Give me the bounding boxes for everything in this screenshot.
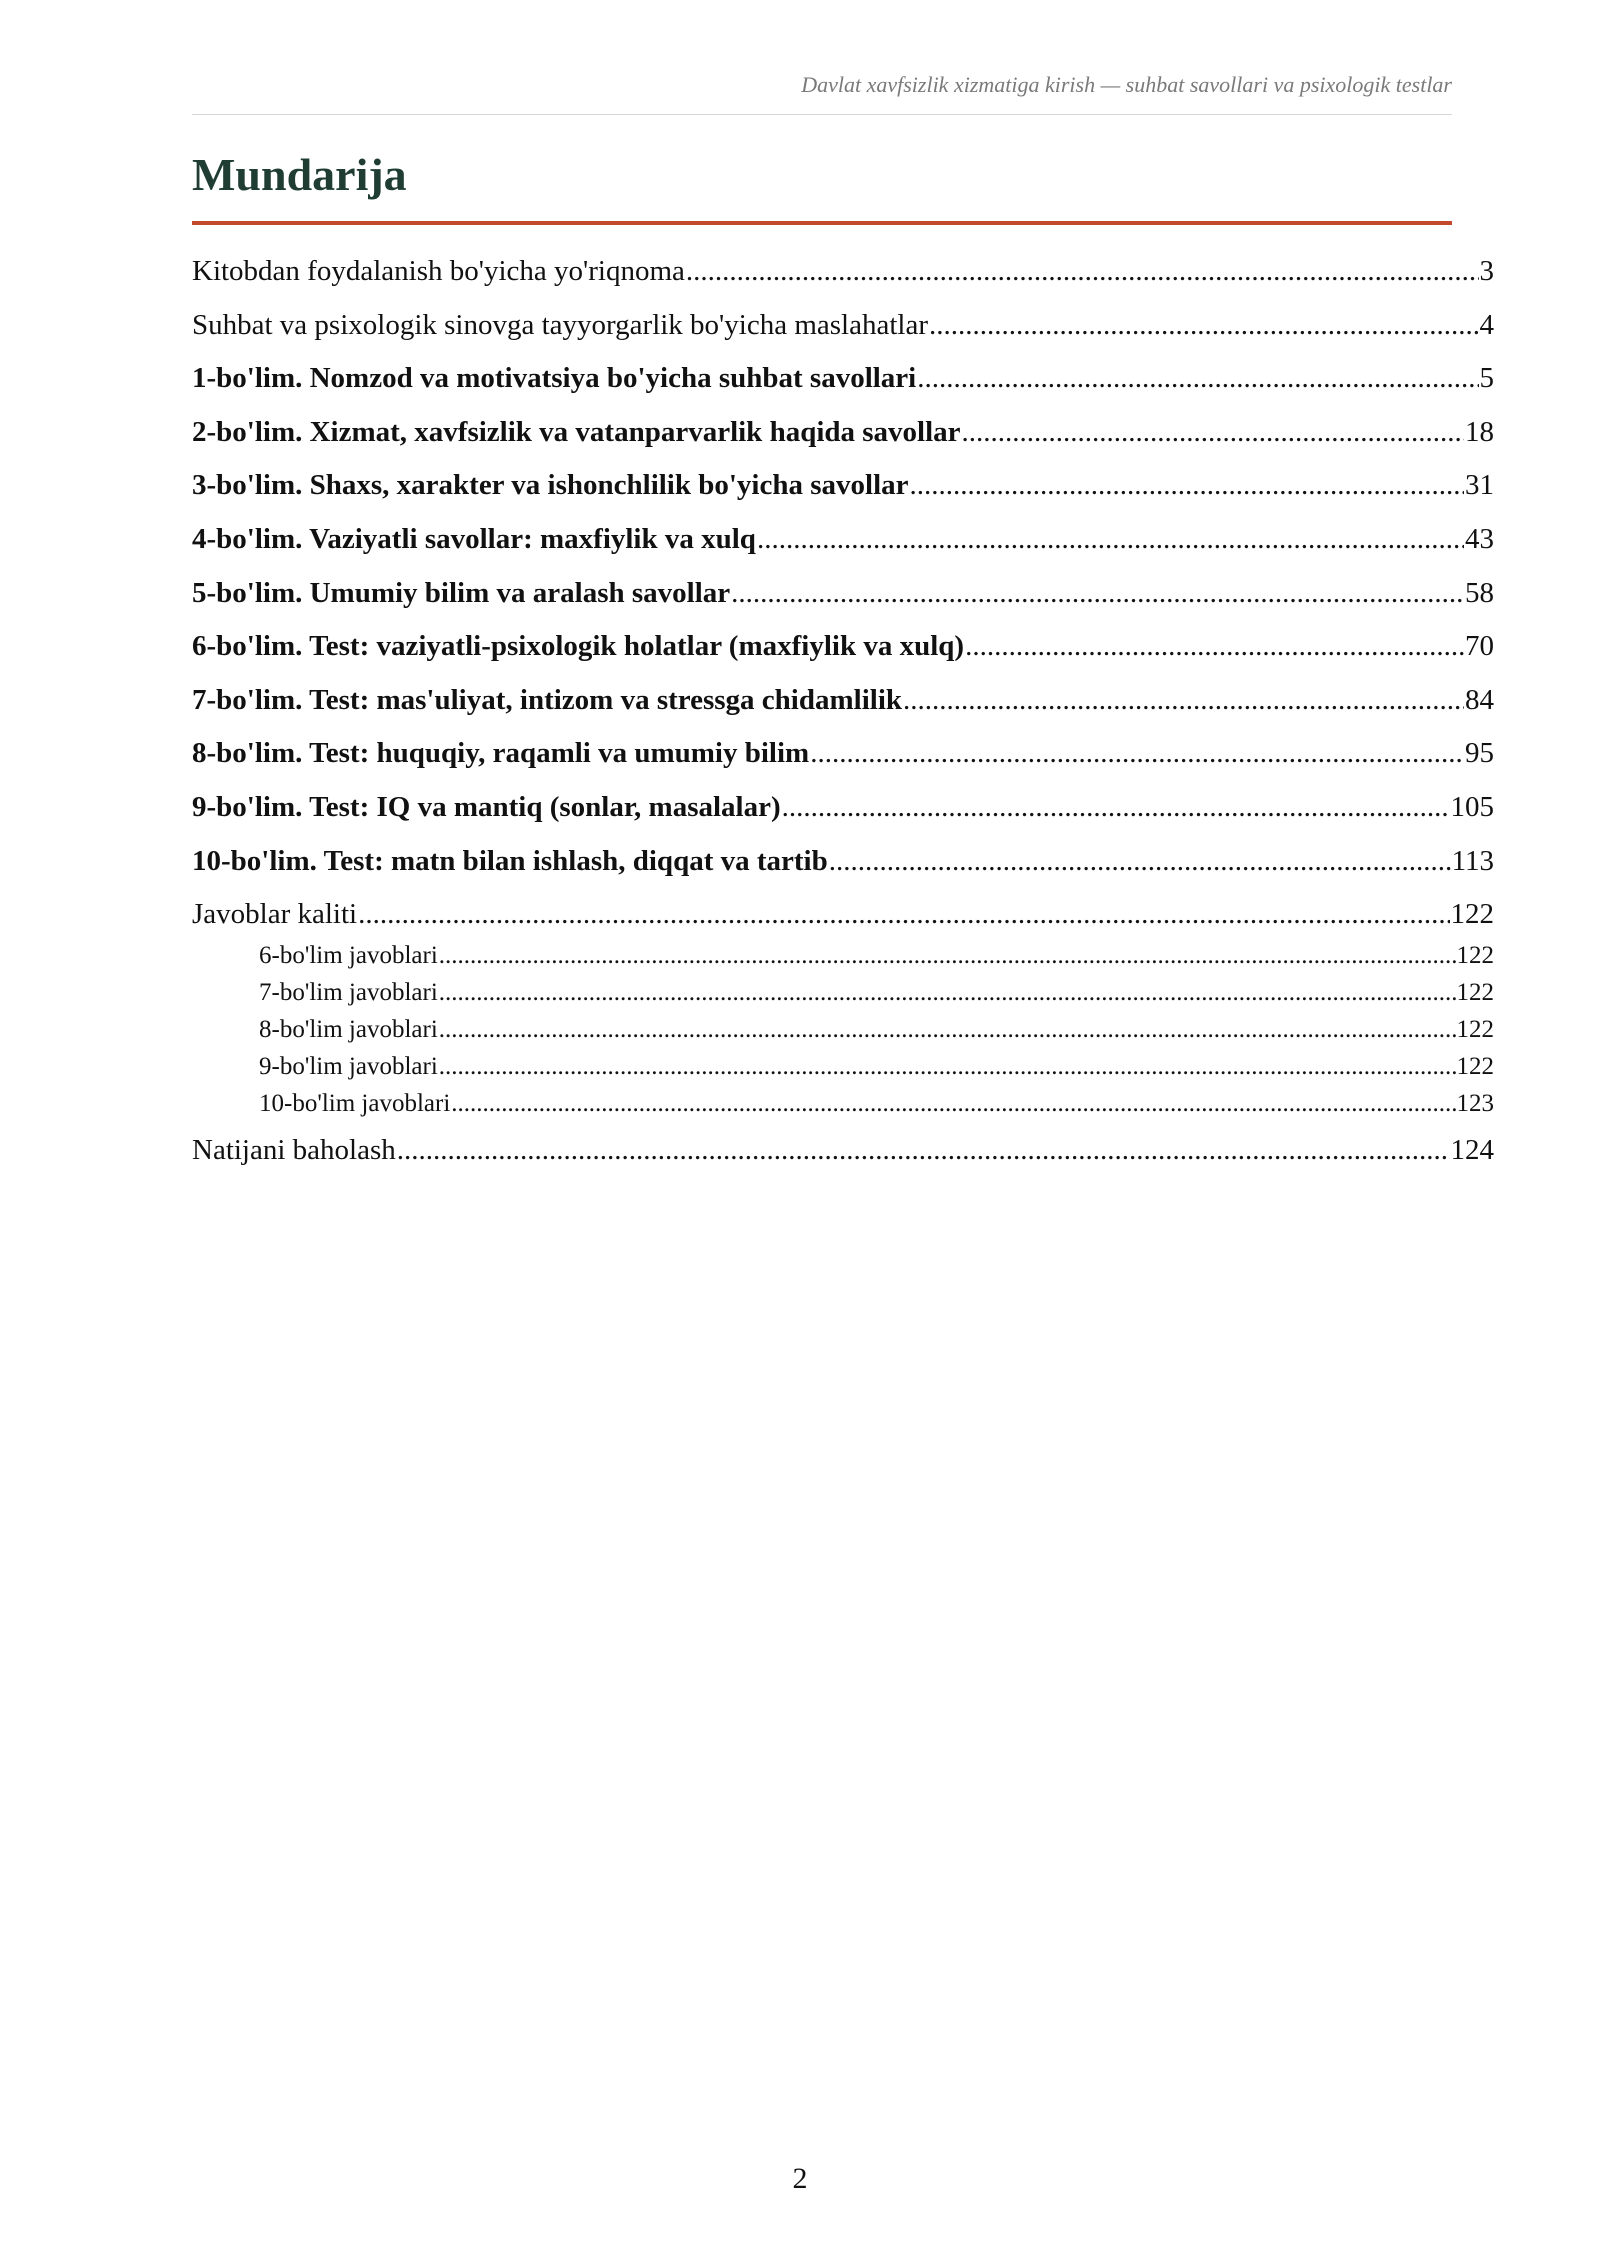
- page-number: 2: [792, 2162, 808, 2195]
- dot-leader: [731, 579, 1464, 608]
- toc-entry[interactable]: [192, 576, 1494, 633]
- dot-leader: [965, 632, 1464, 661]
- dot-leader: [439, 980, 1456, 1005]
- toc-entry-page: 43: [1465, 522, 1494, 555]
- toc-entry-page: 4: [1479, 308, 1494, 341]
- toc-entry[interactable]: [192, 522, 1494, 579]
- toc-entry-title: 9-bo'lim javoblari: [259, 1053, 438, 1081]
- toc-entry-page: 3: [1479, 255, 1494, 287]
- dot-leader: [782, 793, 1450, 822]
- toc-entry-title: 3-bo'lim. Shaxs, xarakter va ishonchlilik bo'yicha savollar: [192, 469, 909, 502]
- toc-entry-title: 4-bo'lim. Vaziyatli savollar: maxfiylik va xulq: [192, 522, 756, 555]
- dot-leader: [757, 525, 1464, 554]
- toc-entry-page: 31: [1465, 469, 1494, 502]
- toc-entry-page: 113: [1451, 844, 1494, 877]
- toc-entry[interactable]: [192, 632, 1494, 686]
- toc-entry-title: 9-bo'lim. Test: IQ va mantiq (sonlar, masalalar): [192, 790, 781, 823]
- table-of-contents: [192, 257, 1494, 1189]
- dot-leader: [397, 1136, 1450, 1165]
- dot-leader: [929, 311, 1479, 340]
- toc-entry-page: 122: [1450, 898, 1494, 931]
- dot-leader: [451, 1091, 1455, 1116]
- dot-leader: [962, 418, 1464, 447]
- toc-entry-page: 122: [1456, 1016, 1494, 1044]
- dot-leader: [358, 900, 1449, 929]
- toc-entry-page: 122: [1456, 941, 1494, 969]
- toc-entry-page: 105: [1450, 790, 1494, 823]
- dot-leader: [686, 257, 1479, 286]
- toc-entry-page: 58: [1465, 576, 1494, 609]
- toc-entry-page: 18: [1465, 415, 1494, 448]
- toc-subentry[interactable]: [192, 1091, 1494, 1128]
- toc-entry[interactable]: [192, 415, 1494, 472]
- toc-entry-title: Kitobdan foydalanish bo'yicha yo'riqnoma: [192, 255, 685, 287]
- toc-entry[interactable]: [192, 257, 1494, 311]
- toc-entry-page: 5: [1479, 362, 1494, 395]
- toc-entry-page: 84: [1465, 683, 1494, 716]
- toc-entry-title: 2-bo'lim. Xizmat, xavfsizlik va vatanparvarlik haqida savollar: [192, 415, 961, 448]
- dot-leader: [910, 471, 1464, 500]
- toc-entry-page: 122: [1456, 1053, 1494, 1081]
- dot-leader: [439, 1054, 1456, 1079]
- toc-entry[interactable]: [192, 471, 1494, 525]
- toc-entry[interactable]: [192, 364, 1494, 418]
- toc-entry-page: 123: [1456, 1090, 1494, 1118]
- dot-leader: [903, 686, 1464, 715]
- toc-entry-title: 7-bo'lim. Test: mas'uliyat, intizom va stressga chidamlilik: [192, 683, 903, 716]
- toc-entry-title: Suhbat va psixologik sinovga tayyorgarlik bo'yicha maslahatlar: [192, 308, 928, 341]
- toc-entry-page: 95: [1465, 737, 1494, 770]
- toc-entry-title: Natijani baholash: [192, 1133, 396, 1166]
- toc-entry-title: 6-bo'lim javoblari: [259, 941, 438, 969]
- toc-entry-title: 6-bo'lim. Test: vaziyatli-psixologik holatlar (maxfiylik va xulq): [192, 630, 965, 663]
- dot-leader: [917, 364, 1478, 393]
- toc-entry[interactable]: [192, 844, 1494, 901]
- toc-entry[interactable]: [192, 1133, 1494, 1190]
- toc-entry[interactable]: [192, 308, 1494, 365]
- toc-entry[interactable]: [192, 683, 1494, 740]
- toc-entry-title: 1-bo'lim. Nomzod va motivatsiya bo'yicha suhbat savollari: [192, 362, 917, 395]
- toc-subentry[interactable]: [192, 943, 1494, 980]
- toc-entry-title: Javoblar kaliti: [192, 898, 358, 931]
- toc-entry-title: 10-bo'lim javoblari: [259, 1090, 451, 1118]
- toc-subentry[interactable]: [192, 980, 1494, 1017]
- toc-entry[interactable]: [192, 790, 1494, 847]
- title-underline: [192, 221, 1452, 225]
- header-divider: [192, 114, 1452, 115]
- toc-subentry[interactable]: [192, 1054, 1494, 1091]
- toc-title: Mundarija: [192, 149, 407, 200]
- toc-entry-page: 124: [1450, 1133, 1494, 1166]
- dot-leader: [829, 847, 1451, 876]
- toc-entry-page: 122: [1456, 978, 1494, 1006]
- running-header: Davlat xavfsizlik xizmatiga kirish — suhbat savollari va psixologik testlar: [801, 72, 1452, 97]
- toc-entry-title: 8-bo'lim javoblari: [259, 1016, 438, 1044]
- dot-leader: [439, 1017, 1456, 1042]
- toc-entry-title: 5-bo'lim. Umumiy bilim va aralash savollar: [192, 576, 731, 609]
- toc-entry-page: 70: [1465, 630, 1494, 663]
- dot-leader: [810, 739, 1464, 768]
- toc-subentry[interactable]: [192, 1017, 1494, 1054]
- toc-entry[interactable]: [192, 739, 1494, 793]
- toc-entry-title: 7-bo'lim javoblari: [259, 978, 438, 1006]
- toc-entry-title: 10-bo'lim. Test: matn bilan ishlash, diqqat va tartib: [192, 844, 828, 877]
- toc-entry-title: 8-bo'lim. Test: huquqiy, raqamli va umumiy bilim: [192, 737, 810, 770]
- dot-leader: [439, 943, 1456, 968]
